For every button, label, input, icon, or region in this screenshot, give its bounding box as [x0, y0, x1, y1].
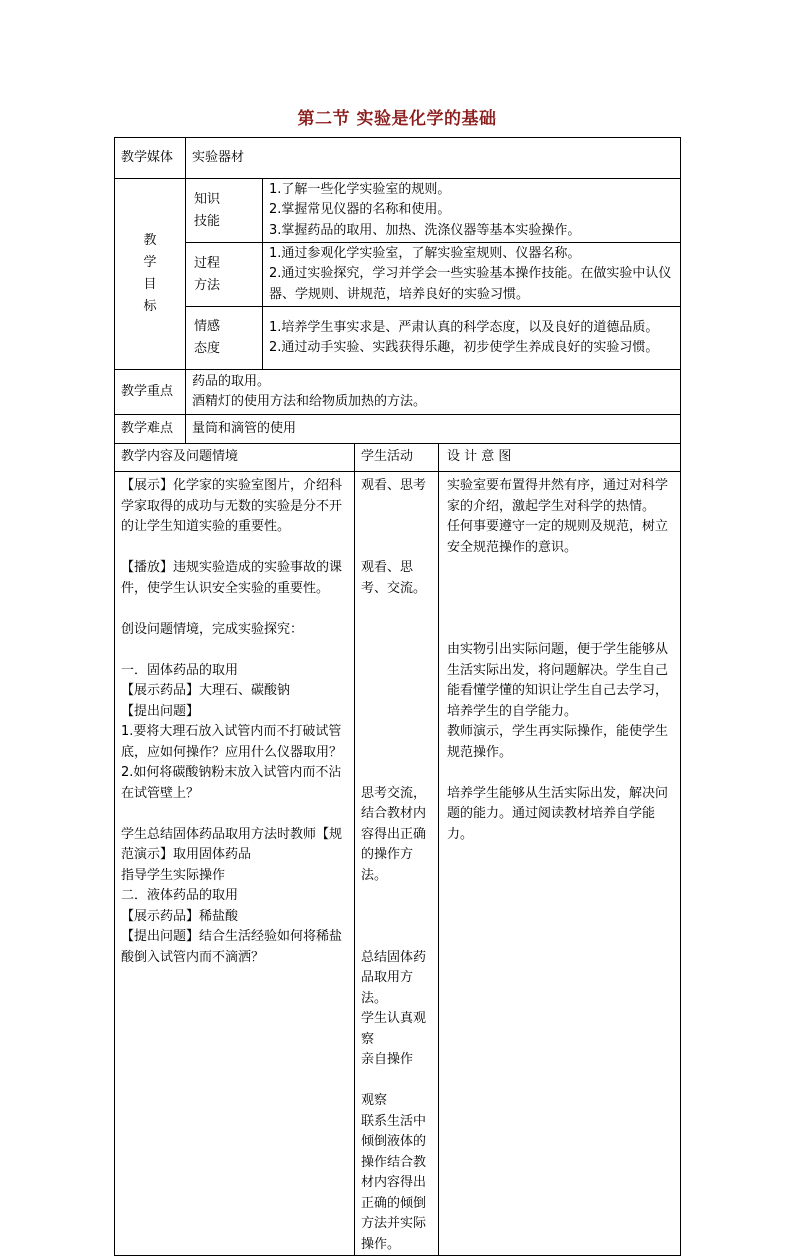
media-label: 教学媒体: [115, 138, 186, 179]
key-points-text: 药品的取用。 酒精灯的使用方法和给物质加热的方法。: [186, 370, 681, 415]
objective-row-emotion: [115, 307, 681, 370]
content-row: [115, 472, 681, 1256]
objective-label-process: 过程 方法: [186, 243, 263, 307]
header-activity: 学生活动: [355, 444, 439, 472]
objective-row-process: [115, 243, 681, 307]
objective-text-emotion: 1.培养学生事实求是、严肃认真的科学态度，以及良好的道德品质。 2.通过动手实验、实践获得乐趣，初步使学生养成良好的实验习惯。: [263, 307, 681, 370]
lesson-plan-table: [114, 137, 681, 1256]
objective-label-emotion: 情感 态度: [186, 307, 263, 370]
difficulties-label: 教学难点: [115, 415, 186, 444]
objective-text-knowledge: 1.了解一些化学实验室的规则。 2.掌握常见仪器的名称和使用。 3.掌握药品的取用、加热、洗涤仪器等基本实验操作。: [263, 179, 681, 243]
objective-text-process: 1.通过参观化学实验室，了解实验室规则、仪器名称。 2.通过实验探究，学习并学会一些实验基本操作技能。在做实验中认仪器、学规则、讲规范，培养良好的实验习惯。: [263, 243, 681, 307]
header-intent: 设 计 意 图: [439, 444, 681, 472]
objective-row-knowledge: [115, 179, 681, 243]
student-activity: 观看、思考 观看、思考、交流。 思考交流，结合教材内容得出正确的操作方法。 总结固体药品取用方法。 学生认真观察 亲自操作 观察 联系生活中倾倒液体的操作结合教材内容得出正确的倾倒方法并实际操作。: [355, 472, 439, 1256]
column-header-row: [115, 444, 681, 472]
media-value: 实验器材: [186, 138, 681, 179]
objectives-label: 教 学 目 标: [115, 179, 186, 370]
difficulties-row: [115, 415, 681, 444]
document-title: 第二节 实验是化学的基础: [297, 109, 497, 129]
media-row: [115, 138, 681, 179]
key-points-row: [115, 370, 681, 415]
teaching-content: 【展示】化学家的实验室图片，介绍科学家取得的成功与无数的实验是分不开的让学生知道实验的重要性。 【播放】违规实验造成的实验事故的课件，使学生认识安全实验的重要性。 创设问题情境，完成实验探究： 一．固体药品的取用 【展示药品】大理石、碳酸钠 【提出问题】 1.要将大理石放入试管内而不打破试管底，应如何操作？应用什么仪器取用？ 2.如何将碳酸钠粉末放入试管内而不沾在试管壁上？ 学生总结固体药品取用方法时教师【规范演示】取用固体药品 指导学生实际操作 二．液体药品的取用 【展示药品】稀盐酸 【提出问题】结合生活经验如何将稀盐酸倒入试管内而不滴洒？: [115, 472, 355, 1256]
design-intent: 实验室要布置得井然有序，通过对科学家的介绍，激起学生对科学的热情。 任何事要遵守一定的规则及规范，树立安全规范操作的意识。 由实物引出实际问题，便于学生能够从生活实际出发，将问题解决。学生自己能看懂学懂的知识让学生自己去学习，培养学生的自学能力。 教师演示，学生再实际操作，能使学生规范操作。 培养学生能够从生活实际出发，解决问题的能力。通过阅读教材培养自学能力。: [439, 472, 681, 1256]
header-content: 教学内容及问题情境: [115, 444, 355, 472]
difficulties-text: 量筒和滴管的使用: [186, 415, 681, 444]
key-points-label: 教学重点: [115, 370, 186, 415]
objective-label-knowledge: 知识 技能: [186, 179, 263, 243]
